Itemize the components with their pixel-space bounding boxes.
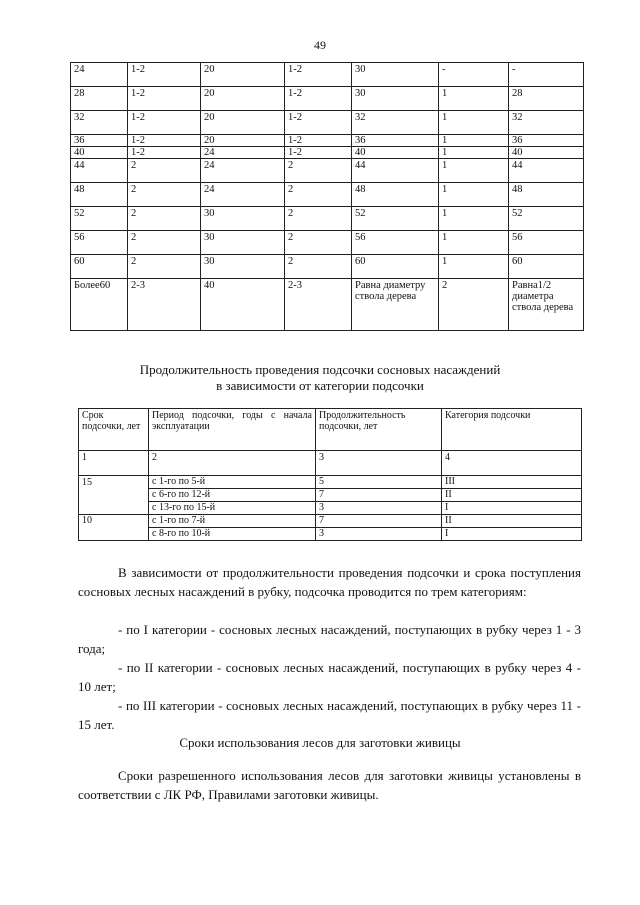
table-cell: 56 <box>71 231 128 255</box>
table-cell: 1 <box>439 111 509 135</box>
table-row <box>71 255 584 279</box>
page-number: 49 <box>314 38 326 52</box>
table-cell: - <box>509 63 584 87</box>
table-row <box>71 183 584 207</box>
category-item-2: - по II категории - сосновых лесных насаждений, поступающих в рубку через 4 - 10 лет; <box>78 660 581 694</box>
table-cell: 2 <box>285 183 352 207</box>
col-number: 3 <box>316 451 442 476</box>
table-cell: 2 <box>439 279 509 331</box>
term-cell: 15 <box>79 476 149 515</box>
period-cell: с 1-го по 7-й <box>149 515 316 528</box>
table-cell: 1-2 <box>128 147 201 159</box>
table-cell: 1-2 <box>128 87 201 111</box>
table-cell: 1-2 <box>285 135 352 147</box>
table-row <box>71 87 584 111</box>
table-cell: 40 <box>71 147 128 159</box>
table-cell: 1-2 <box>128 135 201 147</box>
header-category: Категория подсочки <box>442 409 582 451</box>
table-cell: 2 <box>128 255 201 279</box>
header-duration: Продолжительность подсочки, лет <box>316 409 442 451</box>
category-cell: I <box>442 528 582 541</box>
table-cell: 30 <box>201 207 285 231</box>
duration-heading <box>0 362 640 394</box>
table-cell: 20 <box>201 111 285 135</box>
col-number: 4 <box>442 451 582 476</box>
table-row <box>71 111 584 135</box>
table-cell: 2 <box>128 183 201 207</box>
table-row <box>71 147 584 159</box>
table-cell: 40 <box>509 147 584 159</box>
table-cell: 44 <box>352 159 439 183</box>
table-cell: 1 <box>439 231 509 255</box>
period-cell: с 13-го по 15-й <box>149 502 316 515</box>
tapping-parameters-table <box>70 62 584 331</box>
duration-heading-line1: Продолжительность проведения подсочки сосновых насаждений <box>139 362 501 377</box>
table-cell: 1 <box>439 183 509 207</box>
table-cell: 1-2 <box>128 63 201 87</box>
table-cell: 1-2 <box>285 63 352 87</box>
table-cell: 32 <box>509 111 584 135</box>
table-cell: - <box>439 63 509 87</box>
table-cell: 32 <box>352 111 439 135</box>
table-row <box>71 63 584 87</box>
table-cell: 28 <box>509 87 584 111</box>
table-cell: 30 <box>352 87 439 111</box>
table-row <box>71 135 584 147</box>
table-cell: 24 <box>201 159 285 183</box>
duration-cell: 5 <box>316 476 442 489</box>
table-cell: 2 <box>128 231 201 255</box>
table-cell: 44 <box>509 159 584 183</box>
table-cell: 2 <box>285 159 352 183</box>
table-cell: 36 <box>509 135 584 147</box>
table-cell: Равна1/2 диаметра ствола дерева <box>509 279 584 331</box>
table-cell: 1 <box>439 207 509 231</box>
table-cell: 2 <box>285 207 352 231</box>
table-cell: 44 <box>71 159 128 183</box>
table-cell: 48 <box>71 183 128 207</box>
category-item-3: - по III категории - сосновых лесных насаждений, поступающих в рубку через 11 - 15 лет. <box>78 698 581 732</box>
col-number: 2 <box>149 451 316 476</box>
table-cell: 24 <box>71 63 128 87</box>
table-cell: 24 <box>201 147 285 159</box>
usage-terms-paragraph: Сроки разрешенного использования лесов для заготовки живицы установлены в соответствии с ЛК РФ, Правилами заготовки живицы. <box>78 768 581 802</box>
table-cell: 20 <box>201 63 285 87</box>
table-cell: 52 <box>71 207 128 231</box>
table-cell: 1-2 <box>285 87 352 111</box>
duration-cell: 3 <box>316 528 442 541</box>
table-cell: 30 <box>201 231 285 255</box>
table-cell: 48 <box>352 183 439 207</box>
category-cell: II <box>442 515 582 528</box>
table-cell: 60 <box>71 255 128 279</box>
table-cell: 60 <box>352 255 439 279</box>
table-cell: 1-2 <box>285 111 352 135</box>
table-cell: 2-3 <box>285 279 352 331</box>
table-row <box>71 207 584 231</box>
categories-intro: В зависимости от продолжительности проведения подсочки и срока поступления сосновых лесных насаждений в рубку, подсочка проводится по трем категориям: <box>78 565 581 599</box>
table-cell: 36 <box>352 135 439 147</box>
table-row <box>71 231 584 255</box>
table-cell: 1-2 <box>128 111 201 135</box>
table-cell: 1 <box>439 87 509 111</box>
table-cell: 2 <box>285 231 352 255</box>
table-cell: 30 <box>201 255 285 279</box>
table-cell: Равна диаметру ствола дерева <box>352 279 439 331</box>
table-cell: 60 <box>509 255 584 279</box>
table-cell: 48 <box>509 183 584 207</box>
col-number: 1 <box>79 451 149 476</box>
table-cell: 2-3 <box>128 279 201 331</box>
table-cell: 28 <box>71 87 128 111</box>
table-cell: 20 <box>201 87 285 111</box>
category-cell: III <box>442 476 582 489</box>
table-cell: Более60 <box>71 279 128 331</box>
table-cell: 36 <box>71 135 128 147</box>
period-cell: с 6-го по 12-й <box>149 489 316 502</box>
table-row <box>71 279 584 331</box>
table-cell: 56 <box>352 231 439 255</box>
table-cell: 2 <box>128 207 201 231</box>
table-cell: 1 <box>439 147 509 159</box>
tapping-duration-table <box>78 408 582 541</box>
duration-cell: 7 <box>316 515 442 528</box>
period-cell: с 1-го по 5-й <box>149 476 316 489</box>
period-cell: с 8-го по 10-й <box>149 528 316 541</box>
table-cell: 1 <box>439 159 509 183</box>
header-period: Период подсочки, годы с начала эксплуатации <box>149 409 316 451</box>
table-cell: 1 <box>439 255 509 279</box>
table-cell: 20 <box>201 135 285 147</box>
table-cell: 52 <box>509 207 584 231</box>
table-cell: 1 <box>439 135 509 147</box>
term-cell: 10 <box>79 515 149 541</box>
table-cell: 56 <box>509 231 584 255</box>
category-cell: II <box>442 489 582 502</box>
table-cell: 2 <box>285 255 352 279</box>
header-term: Срок подсочки, лет <box>79 409 149 451</box>
table-row <box>71 159 584 183</box>
table-cell: 2 <box>128 159 201 183</box>
duration-cell: 3 <box>316 502 442 515</box>
table-cell: 40 <box>201 279 285 331</box>
category-item-1: - по I категории - сосновых лесных насаждений, поступающих в рубку через 1 - 3 года; <box>78 622 581 656</box>
table-cell: 52 <box>352 207 439 231</box>
duration-heading-line2: в зависимости от категории подсочки <box>216 378 424 393</box>
table-cell: 24 <box>201 183 285 207</box>
table-cell: 1-2 <box>285 147 352 159</box>
usage-terms-heading: Сроки использования лесов для заготовки живицы <box>179 735 461 750</box>
table-cell: 30 <box>352 63 439 87</box>
table-cell: 32 <box>71 111 128 135</box>
table-cell: 40 <box>352 147 439 159</box>
category-cell: I <box>442 502 582 515</box>
duration-cell: 7 <box>316 489 442 502</box>
